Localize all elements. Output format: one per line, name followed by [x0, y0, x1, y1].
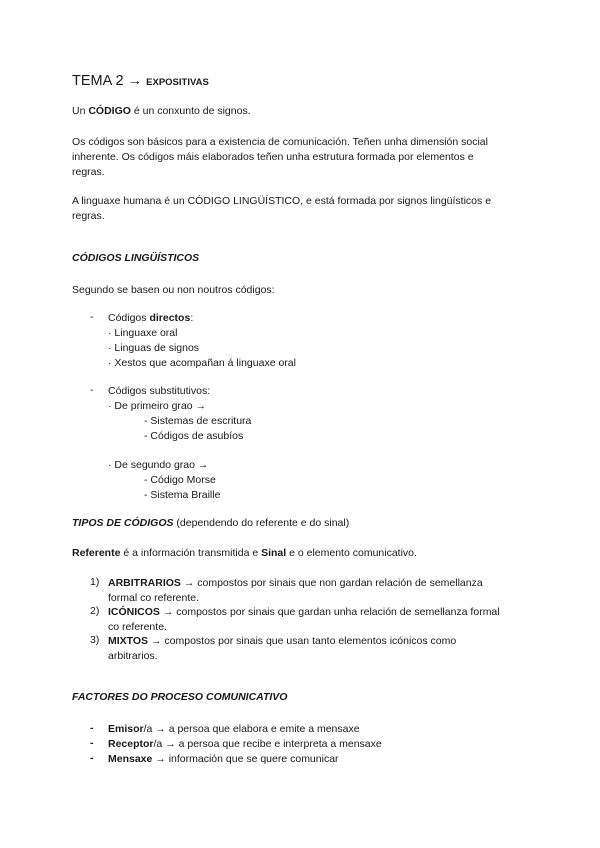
- list-item: · Linguas de signos: [108, 342, 200, 354]
- intro-paragraph-1: Un CÓDIGO é un conxunto de signos.: [72, 105, 251, 117]
- linguistic-lead: Segundo se basen ou non noutros códigos:: [72, 284, 275, 296]
- intro-paragraph-2-line-3: regras.: [72, 166, 105, 178]
- section-heading-communication-factors: FACTORES DO PROCESO COMUNICATIVO: [72, 691, 288, 703]
- list-number: 2): [90, 605, 100, 617]
- second-degree-label: · De segundo grao →: [108, 459, 209, 471]
- type-item-iconic-cont: co referente.: [108, 621, 167, 633]
- title-main: TEMA 2 →: [72, 73, 143, 89]
- types-definition: Referente é a información transmitida e Sinal e o elemento comunicativo.: [72, 547, 417, 559]
- type-item-iconic: ICÓNICOS → compostos por sinais que gardan unha relación de semellanza formal: [108, 606, 500, 618]
- factor-item-receiver: Receptor/a → a persoa que recibe e interpreta a mensaxe: [108, 738, 382, 750]
- first-degree-label: · De primeiro grao →: [108, 400, 207, 412]
- type-item-arbitrary: ARBITRARIOS → compostos por sinais que non gardan relación de semellanza: [108, 577, 483, 589]
- page-title: [72, 72, 209, 92]
- list-dash: -: [90, 384, 94, 396]
- list-dash: -: [90, 311, 94, 323]
- list-dash: -: [90, 722, 94, 734]
- list-dash: -: [90, 737, 94, 749]
- factor-item-message: Mensaxe → información que se quere comunicar: [108, 753, 339, 765]
- list-number: 1): [90, 576, 100, 588]
- list-number: 3): [90, 634, 100, 646]
- factor-item-sender: Emisor/a → a persoa que elabora e emite a mensaxe: [108, 723, 360, 735]
- direct-codes-label: Códigos directos:: [108, 312, 194, 324]
- list-item: - Sistemas de escritura: [144, 415, 252, 427]
- type-item-mixed: MIXTOS → compostos por sinais que usan tanto elementos icónicos como: [108, 635, 457, 647]
- list-item: - Código Morse: [144, 474, 216, 486]
- list-item: · Linguaxe oral: [108, 327, 178, 339]
- list-item: - Códigos de asubíos: [144, 430, 244, 442]
- substitutive-codes-label: Códigos substitutivos:: [108, 385, 211, 397]
- type-item-mixed-cont: arbitrarios.: [108, 650, 158, 662]
- section-heading-linguistic-codes: CÓDIGOS LINGÜÍSTICOS: [72, 252, 200, 264]
- title-sub: EXPOSITIVAS: [146, 77, 209, 88]
- section-heading-code-types: TIPOS DE CÓDIGOS (dependendo do referente e do sinal): [72, 517, 350, 529]
- intro-paragraph-3-line-2: regras.: [72, 210, 105, 222]
- type-item-arbitrary-cont: formal co referente.: [108, 592, 200, 604]
- list-item: · Xestos que acompañan á linguaxe oral: [108, 357, 296, 369]
- intro-paragraph-2-line-1: Os códigos son básicos para a existencia de comunicación. Teñen unha dimensión social: [72, 136, 488, 148]
- list-item: - Sistema Braille: [144, 489, 221, 501]
- list-dash: -: [90, 752, 94, 764]
- intro-paragraph-2-line-2: inherente. Os códigos máis elaborados teñen unha estrutura formada por elementos e: [72, 151, 474, 163]
- intro-paragraph-3-line-1: A linguaxe humana é un CÓDIGO LINGÜÍSTICO, e está formada por signos lingüísticos e: [72, 195, 492, 207]
